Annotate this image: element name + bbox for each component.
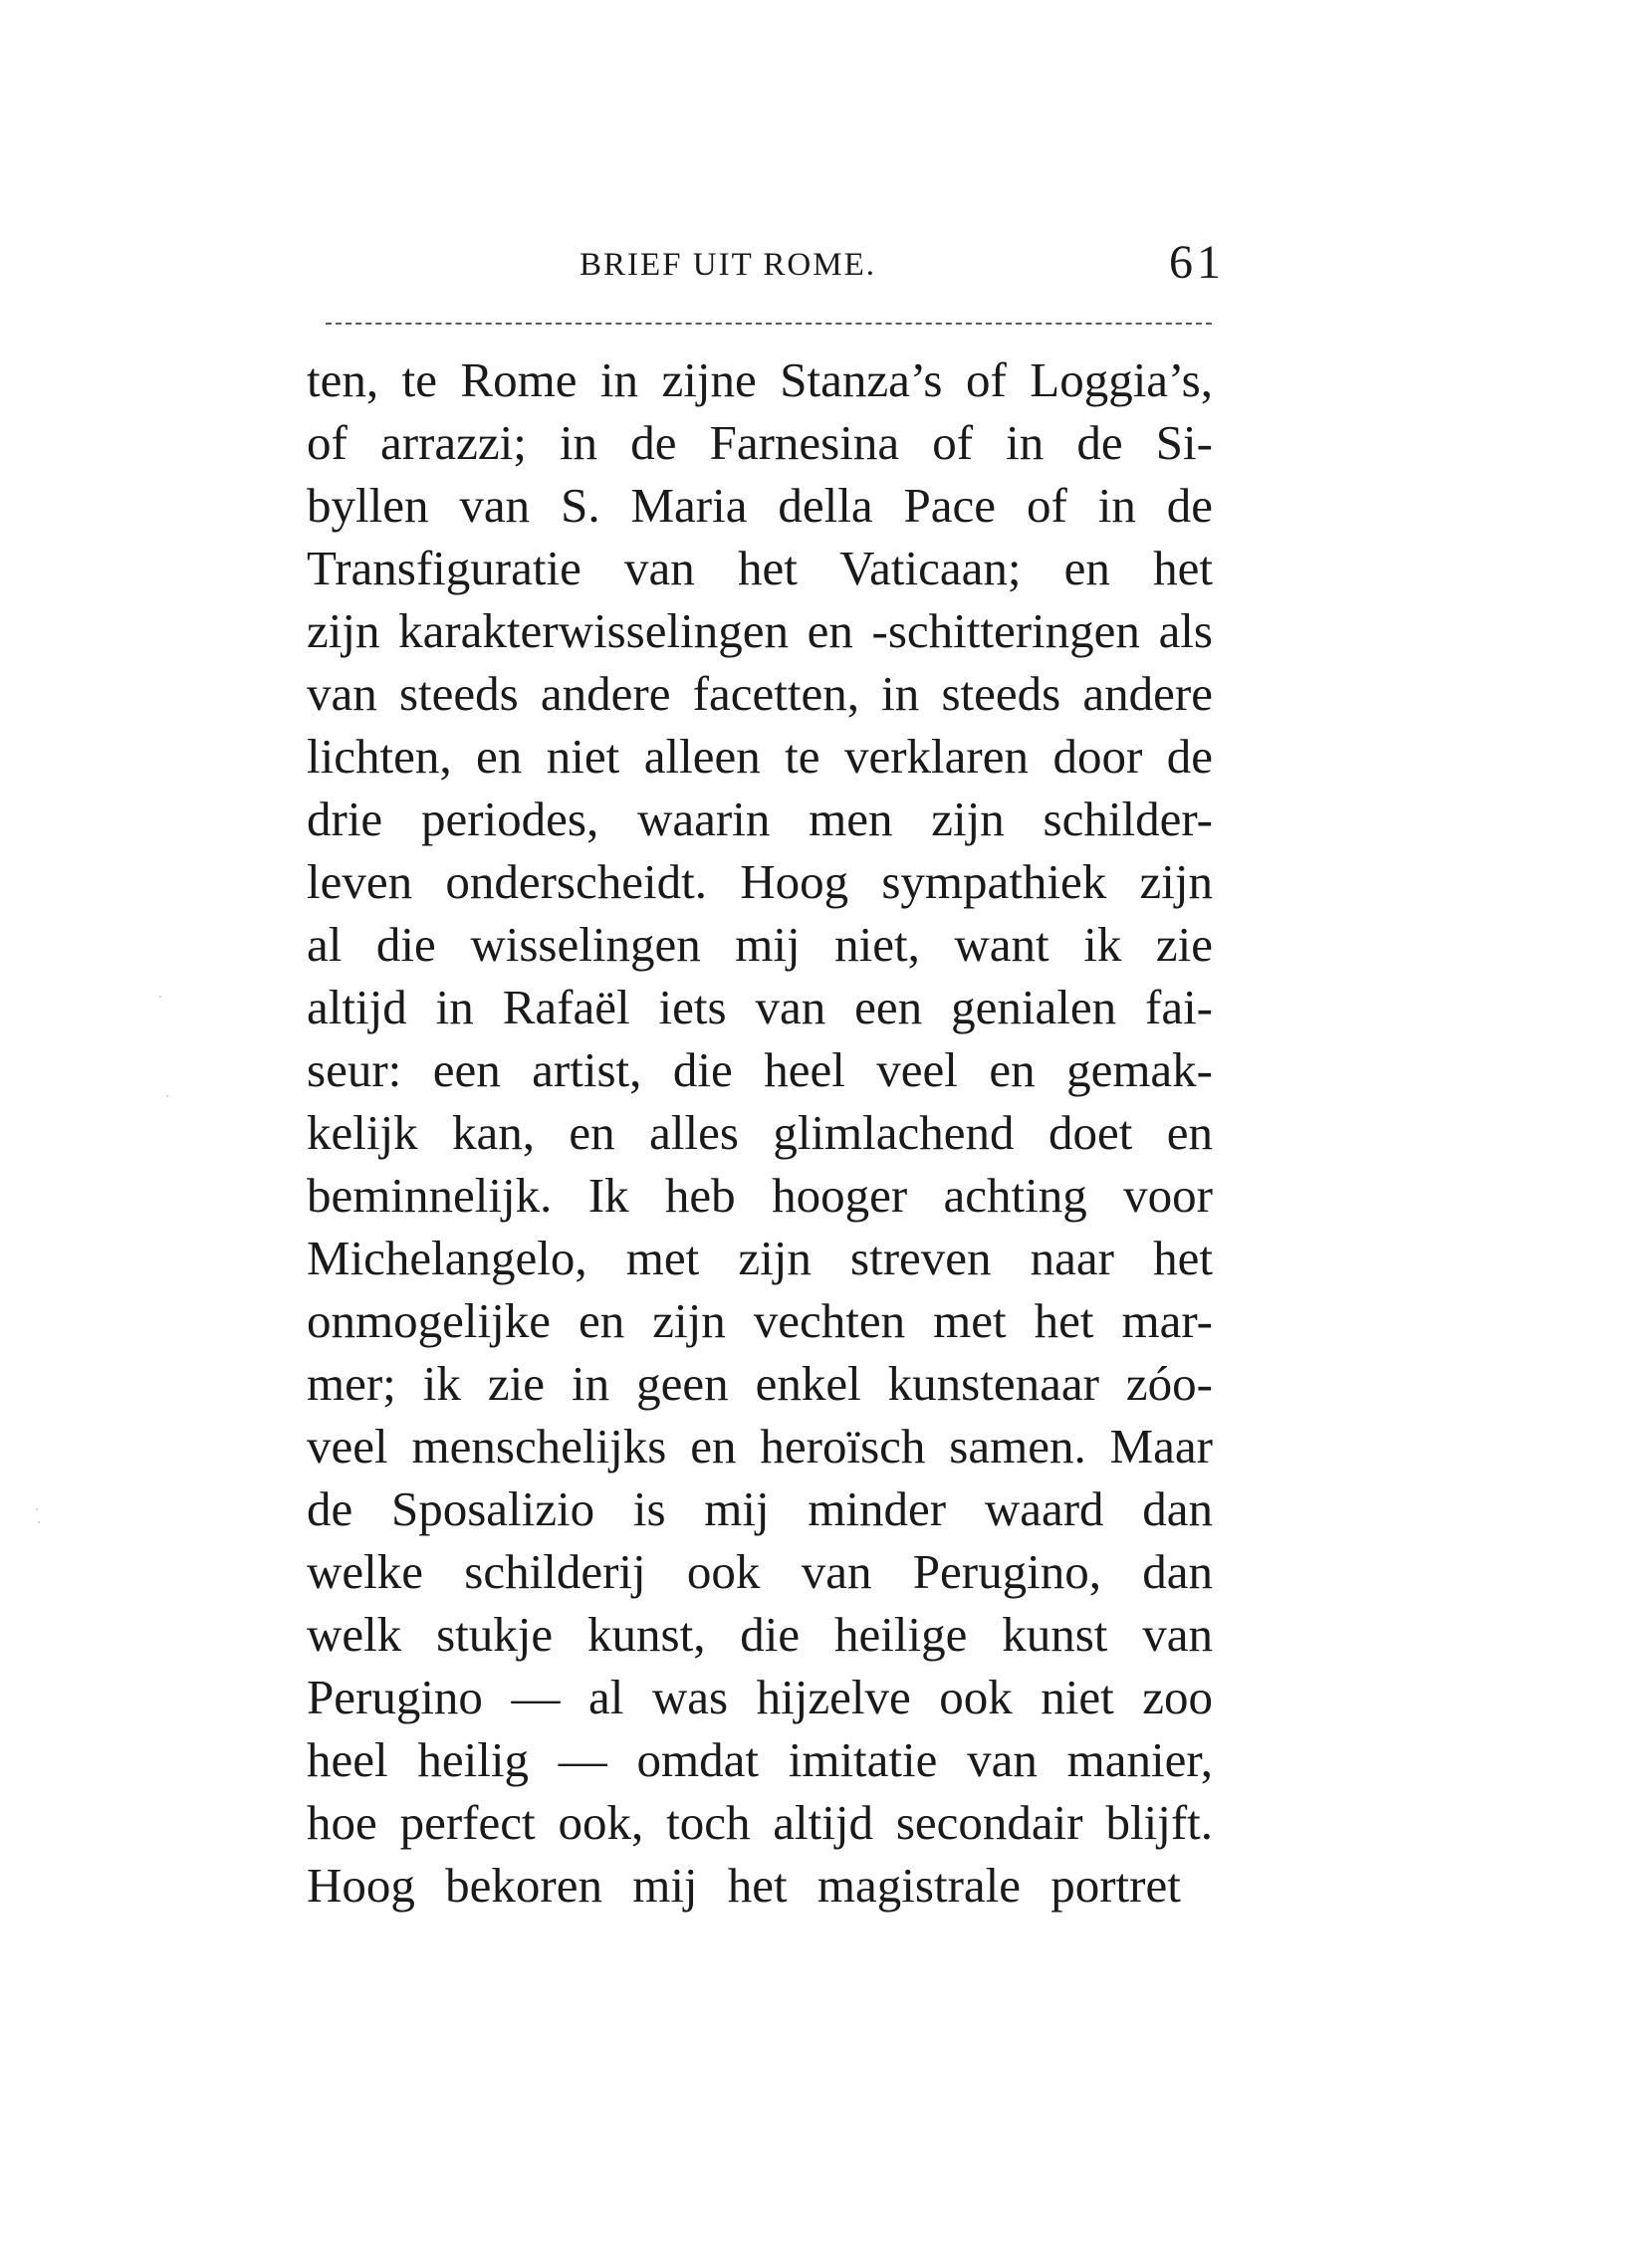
- text-line: Michelangelo, met zijn streven naar het: [307, 1231, 1213, 1285]
- text-line: veel menschelijks en heroïsch samen. Maar: [307, 1419, 1213, 1474]
- text-line: welk stukje kunst, die heilige kunst van: [307, 1607, 1213, 1662]
- text-line: zijn karakterwisselingen en -schitteringen als: [307, 603, 1213, 658]
- body-text: [307, 348, 1213, 1917]
- text-line: leven onderscheidt. Hoog sympathiek zijn: [307, 854, 1213, 909]
- text-line: hoe perfect ook, toch altijd secondair blijft.: [307, 1795, 1213, 1850]
- text-line: beminnelijk. Ik heb hooger achting voor: [307, 1168, 1213, 1223]
- page-number: 61: [1169, 236, 1225, 289]
- text-line: Perugino — al was hijzelve ook niet zoo: [307, 1670, 1213, 1724]
- text-line: lichten, en niet alleen te verklaren door de: [307, 729, 1213, 784]
- text-line: altijd in Rafaël iets van een genialen fai-: [307, 980, 1213, 1034]
- text-line: de Sposalizio is mij minder waard dan: [307, 1481, 1213, 1536]
- paper-speck: [36, 1508, 38, 1510]
- text-line: seur: een artist, die heel veel en gemak-: [307, 1042, 1213, 1097]
- text-line: of arrazzi; in de Farnesina of in de Si-: [307, 415, 1213, 470]
- text-line: ten, te Rome in zijne Stanza’s of Loggia’s,: [307, 352, 1213, 407]
- paper-speck: [166, 1095, 168, 1097]
- text-line: Hoog bekoren mij het magistrale portret: [307, 1858, 1181, 1913]
- text-line: kelijk kan, en alles glimlachend doet en: [307, 1105, 1213, 1160]
- paper-speck: [38, 1521, 40, 1523]
- running-title: BRIEF UIT ROME.: [580, 247, 876, 283]
- text-line: van steeds andere facetten, in steeds andere: [307, 666, 1213, 721]
- text-line: Transfiguratie van het Vaticaan; en het: [307, 541, 1213, 595]
- text-line: al die wisselingen mij niet, want ik zie: [307, 917, 1213, 972]
- text-line: byllen van S. Maria della Pace of in de: [307, 478, 1213, 533]
- paper-speck: [159, 996, 161, 998]
- text-line: welke schilderij ook van Perugino, dan: [307, 1544, 1213, 1599]
- text-line: mer; ik zie in geen enkel kunstenaar zóo-: [307, 1356, 1213, 1411]
- header-rule: [326, 323, 1212, 325]
- text-line: heel heilig — omdat imitatie van manier,: [307, 1732, 1213, 1787]
- text-line: onmogelijke en zijn vechten met het mar-: [307, 1293, 1213, 1348]
- text-line: drie periodes, waarin men zijn schilder-: [307, 792, 1213, 846]
